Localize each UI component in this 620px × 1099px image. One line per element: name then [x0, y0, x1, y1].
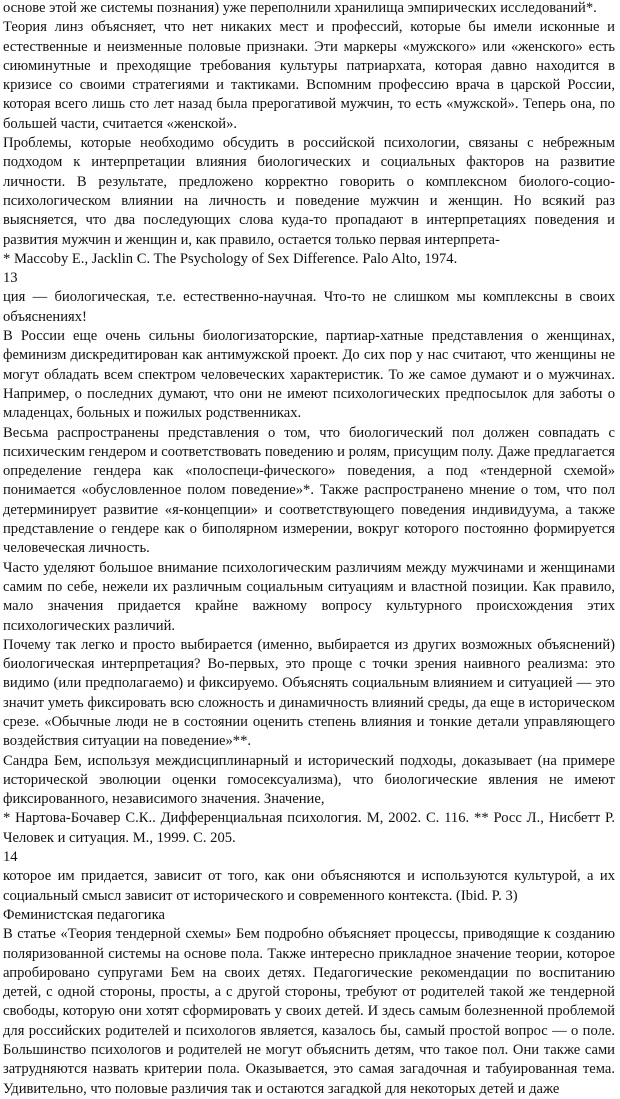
paragraph-biological-interpretation: ция — биологическая, т.е. естественно-научная. Что-то не слишком мы комплексны в своих объяснениях! [3, 289, 615, 325]
paragraph-continuation: основе этой же системы познания) уже переполнили хранилища эмпирических исследований*. [3, 0, 597, 16]
page-number-14: 14 [3, 849, 18, 866]
paragraph-lens-theory: Теория линз объясняет, что нет никаких мест и профессий, которые бы имели исконные и естественные и неизменные половые признаки. Эти маркеры «мужского» или «женского» есть сиюминутные и преходящие требования культуры патриархата, которая давно находится в кризисе со своими стратегиями и тактиками. Вспомним профессию врача в царской России, которая всего лишь сто лет назад была прерогативой мужчин, то есть «мужской». Теперь она, по большей части, считается «женской». [3, 19, 615, 132]
page-number-13: 13 [3, 270, 18, 287]
section-heading-feminist-pedagogy: Феминистская педагогика [3, 906, 165, 923]
paragraph-sandra-bem: Сандра Бем, используя междисциплинарный и исторический подходы, доказывает (на примере исторической эволюции оценки гомосексуализма), что биологические явления не имеют фиксированного, независимого значения. Значение, [3, 752, 615, 808]
footnote-nartova-ross: * Нартова-Бочавер С.К.. Дифференциальная психология. М, 2002. С. 116. ** Росс Л., Нисбетт Р. Человек и ситуация. М., 1999. С. 205. [3, 810, 615, 846]
paragraph-gender-schema-theory: В статье «Теория тендерной схемы» Бем подробно объясняет процессы, приводящие к созданию поляризованной системы на основе пола. Также интересно прикладное значение теории, которое апробировано супругами Бем на своих детях. Педагогические рекомендации по воспитанию детей, с одной стороны, просты, а с другой стороны, требуют от родителей такой же тендерной свободы, которую они хотят сформировать у своих детей. И здесь самым болезненной проблемой для российских родителей и психологов является, казалось бы, самый простой вопрос — о поле. Большинство психологов и родителей не могут объяснить детям, что такое пол. Они также сами затрудняются назвать критерии пола. Оказывается, это самая загадочная и табуированная тема. Удивительно, что половые различия так и остаются загадкой для некоторых детей и даже [3, 926, 615, 1097]
footnote-maccoby: * Maccoby E., Jacklin C. The Psychology of Sex Difference. Palo Alto, 1974. [3, 250, 458, 267]
paragraph-cultural-meaning: которое им придается, зависит от того, как они объясняются и используются культурой, а их социальный смысл зависит от исторического и современного контекста. (Ibid. P. 3) [3, 868, 615, 904]
paragraph-russia-views: В России еще очень сильны биологизаторские, партиар-хатные представления о женщинах, феминизм дискредитирован как антимужской проект. До сих пор у нас считают, что женщины не могут обладать всем спектром человеческих характеристик. То же самое думают и о мужчинах. Например, о последних думают, что они не имеют психологических предпосылок для заботы о младенцах, больных и пожилых родственниках. [3, 328, 615, 422]
paragraph-problems: Проблемы, которые необходимо обсудить в российской психологии, связаны с небрежным подходом к интерпретации влияния биологических и социальных факторов на развитие личности. В результате, предложено корректно говорить о комплексном биолого-социо-психологическом влиянии на личность и поведение мужчин и женщин. Но всякий раз выясняется, что два последующих слова куда-то пропадают в интерпретациях поведения и развития мужчин и женщин и, как правило, остается только первая интерпрета- [3, 135, 615, 248]
paragraph-why-biological: Почему так легко и просто выбирается (именно, выбирается из других возможных объяснений) биологическая интерпретация? Во-первых, это проще с точки зрения наивного реализма: это видимо (или предполагаемо) и фиксируемо. Объяснять социальным влиянием и ситуацией — это значит уметь фиксировать всю сложность и динамичность влияний среды, да еще в историческом срезе. «Обычные люди не в состоянии оценить степень влияния и тонкие детали управляющего воздействия ситуации на поведение»**. [3, 636, 615, 750]
document-page [3, 0, 615, 1099]
paragraph-gender-definitions: Весьма распространены представления о том, что биологический пол должен совпадать с психическим гендером и соответствовать поведению и ролям, присущим полу. Даже предлагается определение гендера как «полоспеци-фического» поведения, а под «тендерной схемой» понимается «обусловленное полом поведение»*. Также распространено мнение о том, что пол детерминирует развитие «я-концепции» и соответствующего поведения индивидуума, а также представление о гендере как о биполярном измерении, вокруг которого постоянно формируется человеческая личность. [3, 424, 615, 557]
paragraph-psychological-differences: Часто уделяют большое внимание психологическим различиям между мужчинами и женщинами самим по себе, нежели их различным социальным ситуациям и властной позиции. Как правило, мало значения придается крайне важному вопросу культурного происхождения этих психологических различий. [3, 559, 615, 634]
